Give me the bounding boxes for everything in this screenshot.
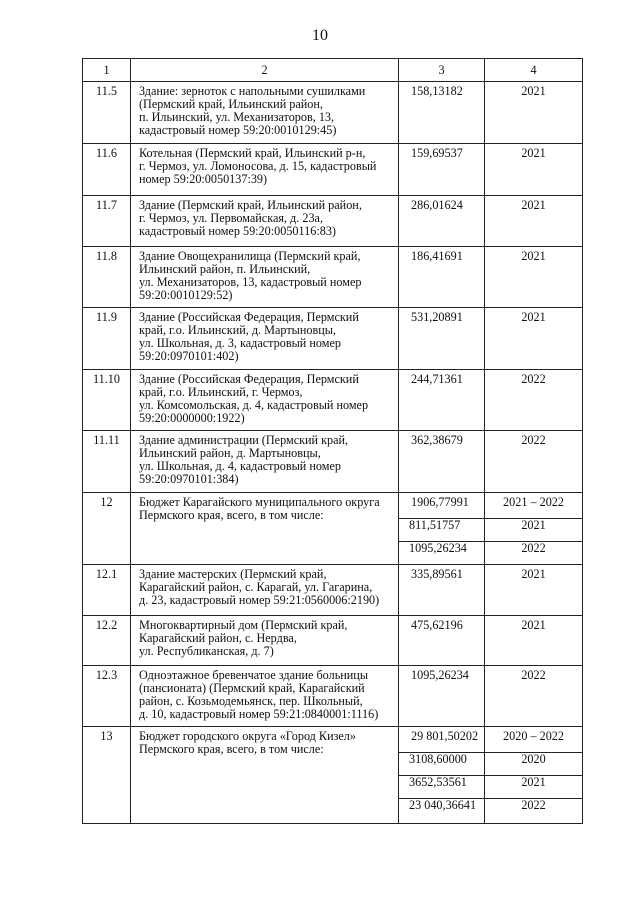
row-description: [131, 196, 398, 238]
row-description: [131, 82, 398, 137]
row-description: [131, 666, 398, 721]
row-year: 2021: [521, 310, 546, 324]
description-line: (пансионата) (Пермский край, Карагайский: [139, 681, 365, 695]
description-line: Одноэтажное бревенчатое здание больницы: [139, 668, 369, 682]
row-description-cell: [131, 666, 399, 727]
row-description: [131, 247, 398, 302]
row-value-cell: [399, 565, 485, 616]
description-line: край, г.о. Ильинский, г. Чермоз,: [139, 385, 303, 399]
row-value: 158,13182: [411, 84, 463, 98]
row-value: 29 801,50202: [411, 729, 479, 743]
row-year: 2021: [521, 567, 546, 581]
description-line: Здание (Российская Федерация, Пермский: [139, 310, 359, 324]
row-description: [131, 144, 398, 186]
row-description: [131, 308, 398, 363]
header-cell-3: 3: [399, 59, 485, 82]
row-value-cell: [399, 247, 485, 308]
table-row: [83, 493, 583, 519]
row-year-cell: [485, 666, 583, 727]
description-line: г. Чермоз, ул. Ломоносова, д. 15, кадастровый: [139, 159, 377, 173]
row-year: 2020 – 2022: [503, 729, 564, 743]
subrow-value: 1095,26234: [409, 541, 467, 555]
description-line: ул. Комсомольская, д. 4, кадастровый номер: [139, 398, 369, 412]
row-value: 475,62196: [411, 618, 463, 632]
table-row: [83, 144, 583, 196]
description-line: Многоквартирный дом (Пермский край,: [139, 618, 348, 632]
row-number-cell: [83, 370, 131, 431]
description-line: Здание мастерских (Пермский край,: [139, 567, 327, 581]
row-number-cell: [83, 727, 131, 824]
row-number: 12.1: [95, 567, 118, 581]
row-description: [131, 431, 398, 486]
row-number: 11.8: [96, 249, 117, 263]
row-year: 2021: [521, 146, 546, 160]
row-description-cell: [131, 727, 399, 824]
subrow-year: 2021: [485, 776, 583, 799]
table-row: [83, 616, 583, 666]
row-number: 12.3: [95, 668, 118, 682]
row-year: 2021: [521, 84, 546, 98]
description-line: г. Чермоз, ул. Первомайская, д. 23а,: [139, 211, 323, 225]
row-number: 11.5: [96, 84, 117, 98]
row-year-cell: [485, 82, 583, 144]
table-row: [83, 82, 583, 144]
description-line: п. Ильинский, ул. Механизаторов, 13,: [139, 110, 335, 124]
description-line: Пермского края, всего, в том числе:: [139, 508, 324, 522]
description-line: Бюджет городского округа «Город Кизел»: [139, 729, 356, 743]
row-year: 2022: [521, 372, 546, 386]
row-number: 12.2: [95, 618, 118, 632]
row-number-cell: [83, 82, 131, 144]
header-cell-4: 4: [485, 59, 583, 82]
row-year: 2021 – 2022: [503, 495, 564, 509]
row-number: 11.11: [93, 433, 120, 447]
row-value: 1095,26234: [411, 668, 469, 682]
description-line: Ильинский район, п. Ильинский,: [139, 262, 311, 276]
row-description: [131, 616, 398, 658]
row-description: [131, 565, 398, 607]
description-line: ул. Школьная, д. 4, кадастровый номер: [139, 459, 341, 473]
description-line: Ильинский район, д. Мартыновцы,: [139, 446, 321, 460]
subrow-value-cell: [399, 799, 485, 824]
description-line: д. 23, кадастровый номер 59:21:0560006:2190): [139, 593, 380, 607]
row-year-cell: [485, 370, 583, 431]
description-line: кадастровый номер 59:20:0050116:83): [139, 224, 336, 238]
row-value: 186,41691: [411, 249, 463, 263]
row-year-cell: [485, 144, 583, 196]
row-number-cell: [83, 616, 131, 666]
row-number-cell: [83, 144, 131, 196]
description-line: Здание Овощехранилища (Пермский край,: [139, 249, 361, 263]
description-line: 59:20:0970101:402): [139, 349, 239, 363]
row-number: 11.7: [96, 198, 117, 212]
description-line: 59:20:0970101:384): [139, 472, 239, 486]
description-line: Карагайский район, с. Карагай, ул. Гагарина,: [139, 580, 373, 594]
row-number: 13: [100, 729, 113, 743]
description-line: Здание (Пермский край, Ильинский район,: [139, 198, 362, 212]
row-number-cell: [83, 247, 131, 308]
description-line: ул. Республиканская, д. 7): [139, 644, 274, 658]
row-number-cell: [83, 196, 131, 247]
row-value: 531,20891: [411, 310, 463, 324]
row-description-cell: [131, 82, 399, 144]
header-cell-1: 1: [83, 59, 131, 82]
row-value-cell: [399, 308, 485, 370]
row-value: 362,38679: [411, 433, 463, 447]
subrow-value: 3108,60000: [409, 752, 467, 766]
row-year-cell: [485, 247, 583, 308]
row-description-cell: [131, 308, 399, 370]
table-row: [83, 196, 583, 247]
description-line: Здание (Российская Федерация, Пермский: [139, 372, 359, 386]
row-value-cell: [399, 727, 485, 753]
subrow-year: 2022: [485, 799, 583, 824]
row-value: 286,01624: [411, 198, 463, 212]
row-number-cell: [83, 565, 131, 616]
row-number: 11.9: [96, 310, 117, 324]
row-year: 2021: [521, 249, 546, 263]
subrow-year: 2020: [485, 753, 583, 776]
description-line: д. 10, кадастровый номер 59:21:0840001:1116): [139, 707, 379, 721]
subrow-value-cell: [399, 519, 485, 542]
row-value-cell: [399, 82, 485, 144]
row-description-cell: [131, 431, 399, 493]
row-number: 12: [100, 495, 113, 509]
row-year: 2022: [521, 668, 546, 682]
row-description-cell: [131, 370, 399, 431]
description-line: ул. Школьная, д. 3, кадастровый номер: [139, 336, 341, 350]
subrow-value-cell: [399, 753, 485, 776]
row-year: 2022: [521, 433, 546, 447]
row-year-cell: [485, 431, 583, 493]
row-value-cell: [399, 431, 485, 493]
table-row: [83, 565, 583, 616]
description-line: кадастровый номер 59:20:0010129:45): [139, 123, 337, 137]
row-number-cell: [83, 308, 131, 370]
subrow-value: 23 040,36641: [409, 798, 477, 812]
table-header-row: [83, 59, 583, 82]
row-value-cell: [399, 616, 485, 666]
description-line: Бюджет Карагайского муниципального округа: [139, 495, 380, 509]
subrow-year: 2021: [485, 519, 583, 542]
page-number: 10: [312, 27, 328, 44]
description-line: ул. Механизаторов, 13, кадастровый номер: [139, 275, 362, 289]
row-year-cell: [485, 565, 583, 616]
table-row: [83, 666, 583, 727]
row-year-cell: [485, 196, 583, 247]
row-description-cell: [131, 196, 399, 247]
row-description-cell: [131, 144, 399, 196]
subrow-value-cell: [399, 776, 485, 799]
row-year: 2021: [521, 198, 546, 212]
table-row: [83, 727, 583, 753]
subrow-value: 811,51757: [409, 518, 461, 532]
subrow-value: 3652,53561: [409, 775, 467, 789]
description-line: край, г.о. Ильинский, д. Мартыновцы,: [139, 323, 336, 337]
row-year-cell: [485, 727, 583, 753]
description-line: Карагайский район, с. Нердва,: [139, 631, 297, 645]
row-number-cell: [83, 431, 131, 493]
description-line: 59:20:0010129:52): [139, 288, 233, 302]
description-line: Пермского края, всего, в том числе:: [139, 742, 324, 756]
description-line: (Пермский край, Ильинский район,: [139, 97, 323, 111]
description-line: 59:20:0000000:1922): [139, 411, 245, 425]
row-description-cell: [131, 565, 399, 616]
description-line: Котельная (Пермский край, Ильинский р-н,: [139, 146, 366, 160]
description-line: Здание администрации (Пермский край,: [139, 433, 349, 447]
budget-table: [82, 58, 583, 824]
row-value-cell: [399, 666, 485, 727]
row-year-cell: [485, 616, 583, 666]
table-row: [83, 247, 583, 308]
table-row: [83, 308, 583, 370]
row-value: 159,69537: [411, 146, 463, 160]
row-value-cell: [399, 144, 485, 196]
row-number-cell: [83, 666, 131, 727]
row-value-cell: [399, 370, 485, 431]
row-year-cell: [485, 308, 583, 370]
row-description-cell: [131, 493, 399, 565]
subrow-value-cell: [399, 542, 485, 565]
row-year-cell: [485, 493, 583, 519]
description-line: номер 59:20:0050137:39): [139, 172, 268, 186]
row-value: 244,71361: [411, 372, 463, 386]
row-year: 2021: [521, 618, 546, 632]
description-line: Здание: зерноток с напольными сушилками: [139, 84, 366, 98]
row-description: [131, 727, 398, 756]
row-value-cell: [399, 196, 485, 247]
subrow-year: 2022: [485, 542, 583, 565]
row-value: 1906,77991: [411, 495, 469, 509]
row-value: 335,89561: [411, 567, 463, 581]
table-row: [83, 431, 583, 493]
row-description-cell: [131, 247, 399, 308]
row-number: 11.10: [93, 372, 120, 386]
row-description: [131, 370, 398, 425]
table-body: [83, 59, 583, 824]
row-number: 11.6: [96, 146, 117, 160]
row-description-cell: [131, 616, 399, 666]
row-description: [131, 493, 398, 522]
header-cell-2: 2: [131, 59, 399, 82]
description-line: район, с. Козьмодемьянск, пер. Школьный,: [139, 694, 363, 708]
table-row: [83, 370, 583, 431]
row-number-cell: [83, 493, 131, 565]
row-value-cell: [399, 493, 485, 519]
